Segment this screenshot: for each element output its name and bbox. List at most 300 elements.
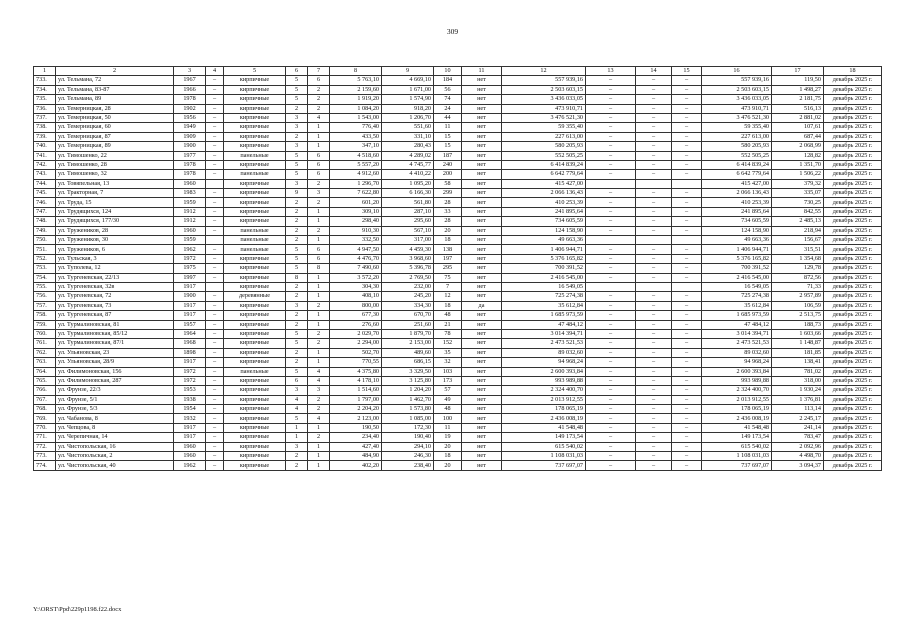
table-cell: – [586, 320, 636, 329]
table-row [34, 329, 882, 338]
table-cell: 5 [286, 95, 308, 104]
table-cell: нет [462, 367, 502, 376]
table-cell: 295 [434, 264, 462, 273]
table-cell: декабрь 2025 г. [824, 452, 882, 461]
table-cell: – [672, 226, 702, 235]
table-cell: декабрь 2025 г. [824, 76, 882, 85]
table-cell: 2 294,00 [330, 339, 382, 348]
table-cell: – [206, 461, 224, 470]
table-cell: 4 669,10 [382, 76, 434, 85]
table-cell: 8 [308, 264, 330, 273]
table-cell: 1 [308, 358, 330, 367]
table-cell: панельные [224, 367, 286, 376]
table-cell: кирпичные [224, 320, 286, 329]
table-cell: 227 613,00 [702, 132, 772, 141]
table-cell: – [636, 217, 672, 226]
table-cell: 2 324 400,70 [502, 386, 586, 395]
table-cell: 1977 [174, 151, 206, 160]
table-cell: 1 095,20 [382, 179, 434, 188]
table-cell: 745. [34, 189, 56, 198]
table-cell: 1968 [174, 339, 206, 348]
table-cell: ул. Чистопольская, 40 [56, 461, 174, 470]
table-cell: 4 178,10 [330, 376, 382, 385]
table-cell: 16 549,05 [502, 282, 586, 291]
table-cell: ул. Фрунзе, 5/1 [56, 395, 174, 404]
table-cell: – [206, 433, 224, 442]
table-cell: нет [462, 282, 502, 291]
table-cell: 7 490,60 [330, 264, 382, 273]
table-cell: – [206, 95, 224, 104]
table-cell: – [586, 329, 636, 338]
table-cell: нет [462, 423, 502, 432]
table-cell: 551,60 [382, 123, 434, 132]
table-row [34, 217, 882, 226]
table-cell: 5 [286, 245, 308, 254]
table-cell: 2 013 912,55 [702, 395, 772, 404]
table-cell: 2 204,20 [330, 405, 382, 414]
table-cell: панельные [224, 245, 286, 254]
table-cell: 33 [434, 207, 462, 216]
table-cell: 3 [286, 142, 308, 151]
table-cell: 783,47 [772, 433, 824, 442]
table-cell: 1 685 973,59 [502, 311, 586, 320]
table-cell: декабрь 2025 г. [824, 433, 882, 442]
table-cell: 993 989,88 [502, 376, 586, 385]
table-cell: ул. Чепцова, 8 [56, 423, 174, 432]
table-cell: 1 [308, 320, 330, 329]
table-cell: 12 [434, 292, 462, 301]
table-cell: – [636, 414, 672, 423]
table-cell: – [206, 113, 224, 122]
table-cell: панельные [224, 226, 286, 235]
table-cell: 2 066 136,43 [702, 189, 772, 198]
table-cell: 2 [308, 179, 330, 188]
column-header: 10 [434, 67, 462, 76]
table-cell: кирпичные [224, 113, 286, 122]
table-cell: 552 505,25 [702, 151, 772, 160]
table-cell: ул. Темерницкая, 50 [56, 113, 174, 122]
table-cell: декабрь 2025 г. [824, 132, 882, 141]
table-cell: – [636, 301, 672, 310]
table-cell: 748. [34, 217, 56, 226]
table-cell: – [672, 273, 702, 282]
table-cell: декабрь 2025 г. [824, 320, 882, 329]
table-cell: 842,55 [772, 207, 824, 216]
table-cell: 746. [34, 198, 56, 207]
table-cell: нет [462, 273, 502, 282]
table-cell: 700 391,52 [702, 264, 772, 273]
table-cell: 1 [308, 282, 330, 291]
table-cell: 6 [308, 160, 330, 169]
table-row [34, 179, 882, 188]
table-cell: 6 [308, 151, 330, 160]
table-cell [636, 282, 672, 291]
table-cell: 334,30 [382, 301, 434, 310]
table-cell: 580 205,93 [502, 142, 586, 151]
table-cell: декабрь 2025 г. [824, 339, 882, 348]
table-row [34, 301, 882, 310]
table-cell: нет [462, 207, 502, 216]
table-cell: 6 [308, 254, 330, 263]
table-cell: – [636, 254, 672, 263]
table-cell: 106,59 [772, 301, 824, 310]
table-cell: 49 663,36 [502, 236, 586, 245]
table-cell: 2 092,96 [772, 442, 824, 451]
table-cell: нет [462, 189, 502, 198]
table-cell: 2 068,99 [772, 142, 824, 151]
table-cell: – [636, 198, 672, 207]
table-cell: 739. [34, 132, 56, 141]
table-cell: нет [462, 358, 502, 367]
table-cell: 20 [434, 226, 462, 235]
table-cell: – [672, 292, 702, 301]
table-cell: 1912 [174, 217, 206, 226]
table-cell: 2 [286, 461, 308, 470]
table-cell: – [206, 264, 224, 273]
table-cell: кирпичные [224, 376, 286, 385]
table-cell: 415 427,00 [702, 179, 772, 188]
table-cell: 516,13 [772, 104, 824, 113]
table-cell: ул. Тельмана, 72 [56, 76, 174, 85]
table-cell: – [672, 189, 702, 198]
table-cell: 2 473 521,53 [702, 339, 772, 348]
table-cell: ул. Тимошенко, 32 [56, 170, 174, 179]
table-cell: 1960 [174, 179, 206, 188]
table-cell: ул. Труда, 15 [56, 198, 174, 207]
table-cell: – [672, 367, 702, 376]
table-cell: – [636, 329, 672, 338]
table-cell: – [586, 348, 636, 357]
table-cell: 3 014 394,71 [702, 329, 772, 338]
table-cell: – [586, 423, 636, 432]
table-cell: 2 [308, 329, 330, 338]
table-row [34, 320, 882, 329]
column-header: 11 [462, 67, 502, 76]
table-cell: 734. [34, 85, 56, 94]
table-cell: 56 [434, 85, 462, 94]
table-cell: – [206, 301, 224, 310]
table-cell: – [672, 386, 702, 395]
table-cell: 2 [286, 207, 308, 216]
table-cell: 754. [34, 273, 56, 282]
table-cell: 5 [286, 414, 308, 423]
table-cell: – [672, 95, 702, 104]
table-row [34, 170, 882, 179]
table-cell: 2 769,50 [382, 273, 434, 282]
table-cell: ул. Туполева, 12 [56, 264, 174, 273]
table-cell: 149 173,54 [502, 433, 586, 442]
column-header: 5 [224, 67, 286, 76]
table-cell: 49 [434, 395, 462, 404]
table-cell: 241,14 [772, 423, 824, 432]
table-cell: 2 [308, 395, 330, 404]
table-cell: 3 [308, 189, 330, 198]
table-cell: 743. [34, 170, 56, 179]
table-cell: декабрь 2025 г. [824, 367, 882, 376]
table-cell: 751. [34, 245, 56, 254]
table-cell: 3 436 033,05 [702, 95, 772, 104]
table-cell: 1 919,20 [330, 95, 382, 104]
table-cell: 6 414 839,24 [702, 160, 772, 169]
table-cell: 433,50 [330, 132, 382, 141]
table-cell: – [672, 104, 702, 113]
table-cell: 6 [308, 76, 330, 85]
page-number: 309 [446, 27, 459, 36]
table-cell: – [672, 76, 702, 85]
table-cell: ул. Ульяновская, 28/9 [56, 358, 174, 367]
table-cell: – [672, 142, 702, 151]
table-cell: 1978 [174, 95, 206, 104]
table-cell: 232,00 [382, 282, 434, 291]
table-cell: декабрь 2025 г. [824, 113, 882, 122]
table-cell: 1960 [174, 226, 206, 235]
table-cell: 2 159,60 [330, 85, 382, 94]
table-cell: 1917 [174, 311, 206, 320]
table-cell: 762. [34, 348, 56, 357]
table-cell: 1 [308, 207, 330, 216]
column-header: 17 [772, 67, 824, 76]
table-cell: кирпичные [224, 348, 286, 357]
table-cell: 4 [308, 367, 330, 376]
table-cell: 759. [34, 320, 56, 329]
table-cell: нет [462, 123, 502, 132]
table-cell: – [636, 433, 672, 442]
table-cell: 758. [34, 311, 56, 320]
table-cell: 2 [308, 226, 330, 235]
table-cell: декабрь 2025 г. [824, 414, 882, 423]
table-cell: 768. [34, 405, 56, 414]
table-cell [206, 179, 224, 188]
table-cell: нет [462, 414, 502, 423]
table-row [34, 348, 882, 357]
table-cell: 770,55 [330, 358, 382, 367]
table-cell: кирпичные [224, 301, 286, 310]
table-cell: 5 763,10 [330, 76, 382, 85]
table-cell: нет [462, 160, 502, 169]
table-cell: 47 484,12 [502, 320, 586, 329]
table-row [34, 104, 882, 113]
table-cell: декабрь 2025 г. [824, 358, 882, 367]
table-cell: нет [462, 113, 502, 122]
table-cell: 1900 [174, 142, 206, 151]
table-cell: 2 324 400,70 [702, 386, 772, 395]
table-cell: кирпичные [224, 423, 286, 432]
table-cell: 4 476,70 [330, 254, 382, 263]
table-cell: 402,20 [330, 461, 382, 470]
table-cell: – [586, 104, 636, 113]
table-cell: 1 [308, 142, 330, 151]
table-cell: – [586, 339, 636, 348]
table-cell: – [206, 217, 224, 226]
table-cell: 317,00 [382, 236, 434, 245]
table-cell: 128,82 [772, 151, 824, 160]
table-cell: – [672, 452, 702, 461]
table-cell: 1 [308, 236, 330, 245]
table-cell: панельные [224, 151, 286, 160]
table-cell: 4 459,30 [382, 245, 434, 254]
table-cell: кирпичные [224, 264, 286, 273]
table-cell: 2 [286, 236, 308, 245]
table-cell: декабрь 2025 г. [824, 236, 882, 245]
table-cell: 11 [434, 423, 462, 432]
table-cell: 4 [308, 113, 330, 122]
table-cell: – [636, 311, 672, 320]
table-cell: нет [462, 292, 502, 301]
table-cell: – [636, 245, 672, 254]
table-cell: кирпичные [224, 254, 286, 263]
table-cell: 1956 [174, 113, 206, 122]
table-cell: 4 [286, 395, 308, 404]
table-cell: 241 895,64 [702, 207, 772, 216]
table-cell: – [672, 358, 702, 367]
table-row [34, 414, 882, 423]
table-cell: 2 436 008,19 [702, 414, 772, 423]
table-cell [206, 282, 224, 291]
table-cell: кирпичные [224, 85, 286, 94]
table-cell: нет [462, 452, 502, 461]
table-cell: 5 [286, 329, 308, 338]
table-header-row [34, 67, 882, 76]
table-cell: 129,78 [772, 264, 824, 273]
table-cell: – [636, 395, 672, 404]
table-cell: ул. Филимоновская, 287 [56, 376, 174, 385]
table-cell: 7 [434, 282, 462, 291]
table-cell: 1 797,00 [330, 395, 382, 404]
table-cell: 686,15 [382, 358, 434, 367]
table-cell: 315,51 [772, 245, 824, 254]
table-cell: 1 685 973,59 [702, 311, 772, 320]
table-cell: 49 663,36 [702, 236, 772, 245]
table-cell: декабрь 2025 г. [824, 395, 882, 404]
table-cell: 1 [308, 442, 330, 451]
table-cell: – [636, 207, 672, 216]
table-cell: ул. Темерницкая, 87 [56, 132, 174, 141]
table-cell: – [206, 311, 224, 320]
table-cell: 149 173,54 [702, 433, 772, 442]
table-cell: нет [462, 85, 502, 94]
table-cell: – [206, 292, 224, 301]
table-cell: 2 957,89 [772, 292, 824, 301]
table-cell: 744. [34, 179, 56, 188]
column-header: 16 [702, 67, 772, 76]
table-cell: 4 518,60 [330, 151, 382, 160]
table-cell: ул. Тракторная, 7 [56, 189, 174, 198]
table-cell: кирпичные [224, 142, 286, 151]
table-cell: 2 123,00 [330, 414, 382, 423]
table-cell: 18 [434, 301, 462, 310]
table-cell: нет [462, 132, 502, 141]
table-cell: панельные [224, 170, 286, 179]
table-cell: 3 [286, 442, 308, 451]
table-cell: – [636, 123, 672, 132]
table-cell: 1975 [174, 264, 206, 273]
table-cell: 35 [434, 348, 462, 357]
table-row [34, 452, 882, 461]
table-cell: 1962 [174, 461, 206, 470]
table-cell: декабрь 2025 г. [824, 301, 882, 310]
table-cell: 4 289,02 [382, 151, 434, 160]
table-cell: 103 [434, 367, 462, 376]
table-cell [636, 179, 672, 188]
table-cell: ул. Турмалиновская, 85/12 [56, 329, 174, 338]
table-cell: 276,60 [330, 320, 382, 329]
table-cell: 5 [286, 339, 308, 348]
table-cell: 1972 [174, 254, 206, 263]
table-cell: – [206, 395, 224, 404]
table-cell: 747. [34, 207, 56, 216]
table-row [34, 151, 882, 160]
table-cell: нет [462, 104, 502, 113]
table-cell: – [586, 226, 636, 235]
table-cell: 725 274,38 [702, 292, 772, 301]
table-cell: 2 [286, 348, 308, 357]
table-cell: 2 600 393,84 [502, 367, 586, 376]
table-cell: 173 [434, 376, 462, 385]
table-cell: 2 503 603,15 [502, 85, 586, 94]
table-row [34, 160, 882, 169]
table-cell: 757. [34, 301, 56, 310]
table-cell: 767. [34, 395, 56, 404]
table-cell: 2 [286, 104, 308, 113]
column-header: 1 [34, 67, 56, 76]
table-cell: декабрь 2025 г. [824, 207, 882, 216]
table-cell: нет [462, 348, 502, 357]
table-cell: 32 [434, 358, 462, 367]
table-cell: 138,41 [772, 358, 824, 367]
table-cell: – [672, 311, 702, 320]
table-cell: – [206, 442, 224, 451]
table-cell: кирпичные [224, 433, 286, 442]
table-cell: 910,30 [330, 226, 382, 235]
table-cell: – [206, 76, 224, 85]
table-cell: – [636, 320, 672, 329]
table-cell: – [672, 151, 702, 160]
table-cell: 318,00 [772, 376, 824, 385]
footer-file-path: Y:\ORST\Ppd\229p1198.f22.docx [33, 606, 122, 613]
table-cell: 1 [308, 461, 330, 470]
table-cell: 2 [308, 405, 330, 414]
table-cell: 580 205,93 [702, 142, 772, 151]
table-cell: декабрь 2025 г. [824, 85, 882, 94]
table-cell: 1 506,22 [772, 170, 824, 179]
table-cell: ул. Темерницкая, 89 [56, 142, 174, 151]
table-cell: 6 642 779,64 [502, 170, 586, 179]
table-row [34, 264, 882, 273]
table-row [34, 142, 882, 151]
table-cell: – [586, 207, 636, 216]
table-cell: – [636, 358, 672, 367]
table-row [34, 273, 882, 282]
table-cell: 734 605,59 [502, 217, 586, 226]
table-cell: – [636, 264, 672, 273]
table-cell: – [586, 292, 636, 301]
table-cell: ул. Ульяновская, 23 [56, 348, 174, 357]
table-cell: нет [462, 386, 502, 395]
column-header: 18 [824, 67, 882, 76]
table-cell: 1978 [174, 170, 206, 179]
table-cell: – [206, 207, 224, 216]
table-cell: 1938 [174, 395, 206, 404]
table-cell: ул. Тружеников, 30 [56, 236, 174, 245]
table-cell: – [636, 386, 672, 395]
table-cell: 11 [434, 123, 462, 132]
table-cell: 2 181,75 [772, 95, 824, 104]
table-cell: кирпичные [224, 198, 286, 207]
table-cell: 3 [286, 113, 308, 122]
table-cell: 2 416 545,00 [502, 273, 586, 282]
table-cell: – [586, 142, 636, 151]
table-cell: кирпичные [224, 217, 286, 226]
